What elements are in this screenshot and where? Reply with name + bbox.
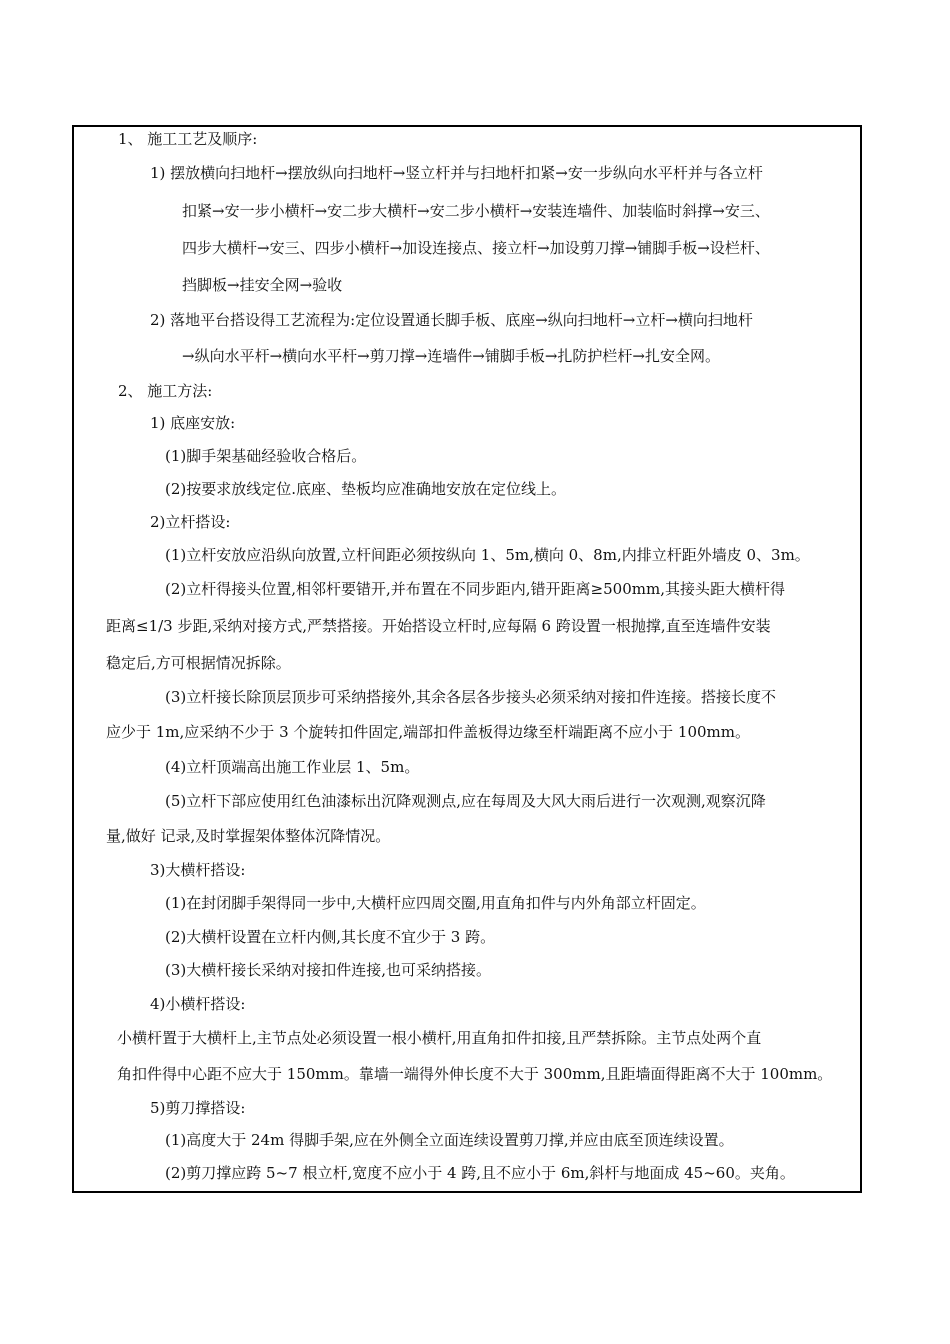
small-crossbar-text-line-1: 小横杆置于大横杆上,主节点处必须设置一根小横杆,用直角扣件扣接,且严禁拆除。主节点处两个直 — [117, 1029, 762, 1047]
pole-item-2-line-2: 距离≤1/3 步距,采纳对接方式,严禁搭接。开始搭设立杆时,应每隔 6 跨设置一根抛撑,直至连墙件安装 — [106, 617, 771, 635]
pole-item-2-line-1: (2)立杆得接头位置,相邻杆要错开,并布置在不同步距内,错开距离≥500mm,其接头距大横杆得 — [165, 580, 785, 598]
step-list-2-line-1: 2) 落地平台搭设得工艺流程为:定位设置通长脚手板、底座→纵向扫地杆→立杆→横向扫地杆 — [150, 311, 753, 329]
pole-item-5-line-2: 量,做好 记录,及时掌握架体整体沉降情况。 — [106, 827, 391, 845]
pole-item-2-line-3: 稳定后,方可根据情况拆除。 — [106, 654, 291, 672]
step-list-1-line-4: 挡脚板→挂安全网→验收 — [182, 276, 343, 294]
big-crossbar-item-3: (3)大横杆接长采纳对接扣件连接,也可采纳搭接。 — [165, 961, 492, 979]
sub-heading-big-crossbar: 3)大横杆搭设: — [150, 861, 246, 879]
scissor-brace-item-1: (1)高度大于 24m 得脚手架,应在外侧全立面连续设置剪刀撑,并应由底至顶连续设置。 — [165, 1131, 734, 1149]
pole-item-4: (4)立杆顶端高出施工作业层 1、5m。 — [165, 758, 420, 776]
big-crossbar-item-1: (1)在封闭脚手架得同一步中,大横杆应四周交圈,用直角扣件与内外角部立杆固定。 — [165, 894, 706, 912]
pole-item-1: (1)立杆安放应沿纵向放置,立杆间距必须按纵向 1、5m,横向 0、8m,内排立杆距外墙皮 0、3m。 — [165, 546, 810, 564]
small-crossbar-text-line-2: 角扣件得中心距不应大于 150mm。靠墙一端得外伸长度不大于 300mm,且距墙面得距离不大于 100mm。 — [117, 1065, 833, 1083]
base-item-2: (2)按要求放线定位.底座、垫板均应准确地安放在定位线上。 — [165, 480, 567, 498]
pole-item-3-line-1: (3)立杆接长除顶层顶步可采纳搭接外,其余各层各步接头必须采纳对接扣件连接。搭接长度不 — [165, 688, 777, 706]
sub-heading-base: 1) 底座安放: — [150, 414, 236, 432]
step-list-1-line-3: 四步大横杆→安三、四步小横杆→加设连接点、接立杆→加设剪刀撑→铺脚手板→设栏杆、 — [182, 239, 770, 257]
sub-heading-pole: 2)立杆搭设: — [150, 513, 231, 531]
big-crossbar-item-2: (2)大横杆设置在立杆内侧,其长度不宜少于 3 跨。 — [165, 928, 496, 946]
step-list-1-line-1: 1) 摆放横向扫地杆→摆放纵向扫地杆→竖立杆并与扫地杆扣紧→安一步纵向水平杆并与各立杆 — [150, 164, 763, 182]
scissor-brace-item-2: (2)剪刀撑应跨 5~7 根立杆,宽度不应小于 4 跨,且不应小于 6m,斜杆与地面成 45~60。夹角。 — [165, 1164, 795, 1182]
section-1-heading: 1、 施工工艺及顺序: — [118, 130, 258, 148]
step-list-2-line-2: →纵向水平杆→横向水平杆→剪刀撑→连墙件→铺脚手板→扎防护栏杆→扎安全网。 — [182, 347, 720, 365]
section-2-heading: 2、 施工方法: — [118, 382, 213, 400]
base-item-1: (1)脚手架基础经验收合格后。 — [165, 447, 367, 465]
sub-heading-scissor-brace: 5)剪刀撑搭设: — [150, 1099, 246, 1117]
step-list-1-line-2: 扣紧→安一步小横杆→安二步大横杆→安二步小横杆→安装连墙件、加装临时斜撑→安三、 — [182, 202, 770, 220]
pole-item-5-line-1: (5)立杆下部应使用红色油漆标出沉降观测点,应在每周及大风大雨后进行一次观测,观察沉降 — [165, 792, 766, 810]
pole-item-3-line-2: 应少于 1m,应采纳不少于 3 个旋转扣件固定,端部扣件盖板得边缘至杆端距离不应小于 100mm。 — [106, 723, 751, 741]
sub-heading-small-crossbar: 4)小横杆搭设: — [150, 995, 246, 1013]
